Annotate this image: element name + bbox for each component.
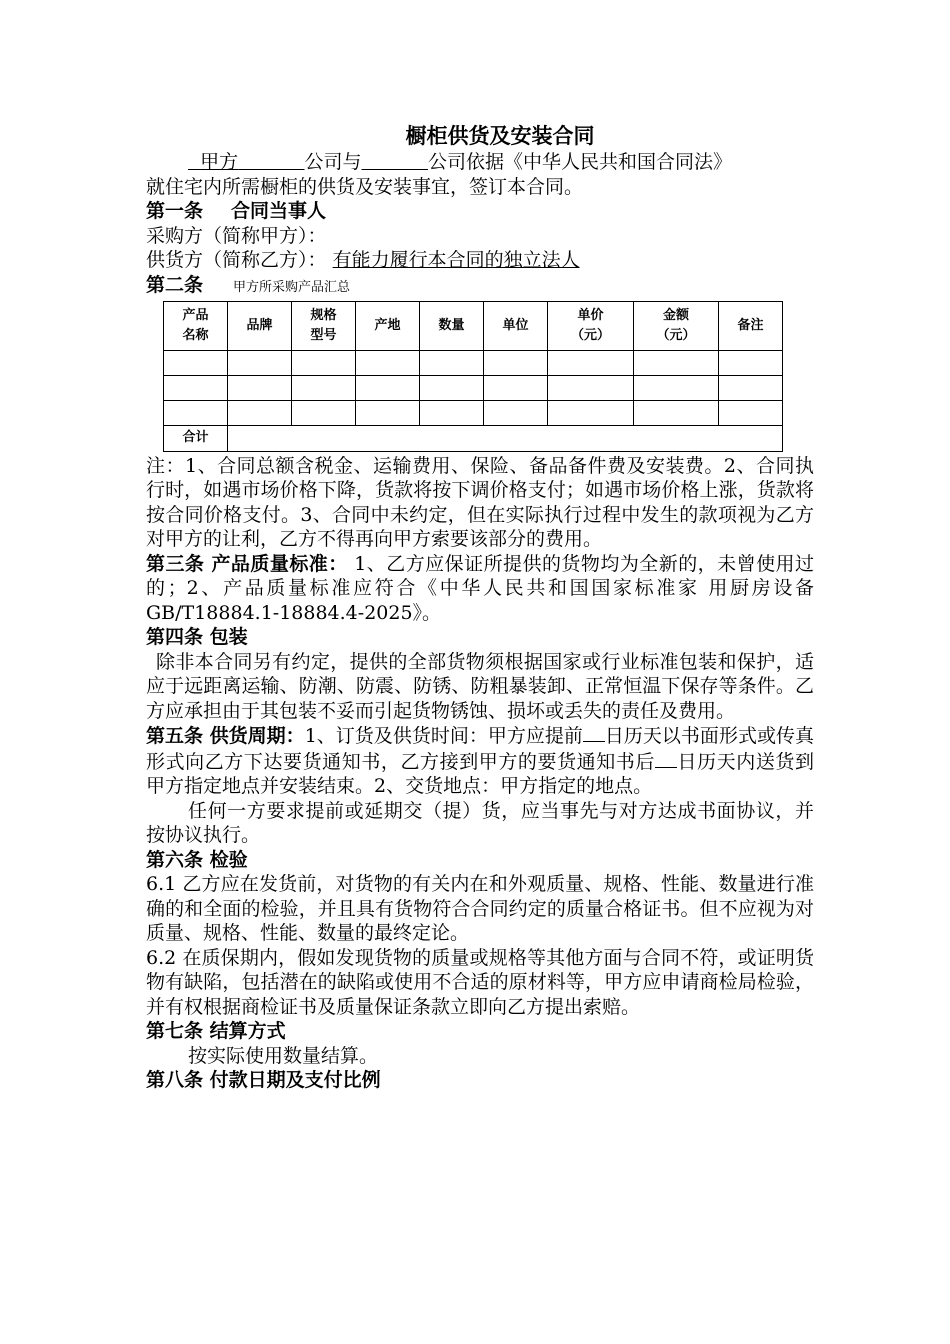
notes-paragraph: 注：1、合同总额含税金、运输费用、保险、备品备件费及安装费。2、合同执行时，如遇市场价格下降，货款将按下调价格支付；如遇市场价格上涨，货款将按合同价格支付。3、合同中未约定，但在实际执行过程中发生的款项视为乙方对甲方的让利，乙方不得再向甲方索要该部分的费用。	[146, 454, 814, 550]
total-value	[228, 426, 783, 452]
intro-line: 甲方 公司与 公司依据《中华人民共和国合同法》	[146, 150, 814, 175]
document-title: 橱柜供货及安装合同	[405, 123, 595, 148]
article-5: 第五条 供货周期：1、订货及供货时间：甲方应提前 日历天以书面形式或传真形式向乙方下达要货通知书，乙方接到甲方的要货通知书后 日历天内送货到甲方指定地点并安装结束。2、交货地点：甲方指定的地点。	[146, 725, 814, 797]
party-a-blank: 甲方	[200, 151, 239, 173]
col-quantity: 数量	[420, 302, 484, 351]
col-unit: 单位	[484, 302, 548, 351]
article-7-heading: 第七条 结算方式	[146, 1020, 286, 1042]
article-8-heading: 第八条 付款日期及支付比例	[146, 1069, 381, 1091]
article-4-text: 除非本合同另有约定，提供的全部货物须根据国家或行业标准包装和保护，适应于远距离运输、防潮、防震、防锈、防粗暴装卸、正常恒温下保存等条件。乙方应承担由于其包装不妥而引起货物锈蚀、损坏或丢失的责任及费用。	[146, 650, 814, 722]
col-brand: 品牌	[228, 302, 292, 351]
table-header-row	[164, 302, 783, 351]
supplier-line: 供货方（简称乙方）： 有能力履行本合同的独立法人	[146, 249, 580, 271]
article-7-text: 按实际使用数量结算。	[188, 1044, 379, 1067]
contract-page	[146, 124, 814, 1093]
col-product-name: 产品 名称	[164, 302, 228, 351]
party-b-blank	[362, 151, 428, 173]
article-2-heading: 第二条 甲方所采购产品汇总	[146, 273, 351, 296]
article-6-2: 6.2 在质保期内，假如发现货物的质量或规格等其他方面与合同不符，或证明货物有缺陷，包括潜在的缺陷或使用不合适的原材料等，甲方应申请商检局检验，并有权根据商检证书及质量保证条款立即向乙方提出索赔。	[146, 946, 814, 1018]
table-row	[164, 376, 783, 401]
total-label: 合计	[164, 426, 228, 452]
article-4-heading: 第四条 包装	[146, 626, 248, 648]
table-row	[164, 351, 783, 376]
article-6-1: 6.1 乙方应在发货前，对货物的有关内在和外观质量、规格、性能、数量进行准确的和全面的检验，并且具有货物符合合同约定的质量合格证书。但不应视为对质量、规格、性能、数量的最终定论。	[146, 873, 814, 944]
intro-line-2: 就住宅内所需橱柜的供货及安装事宜，签订本合同。	[146, 175, 584, 198]
article-6-heading: 第六条 检验	[146, 848, 248, 871]
table-row	[164, 401, 783, 426]
col-unit-price: 单价 （元）	[548, 302, 634, 351]
article-1-heading: 第一条 合同当事人	[146, 200, 327, 222]
table-total-row	[164, 426, 783, 452]
col-spec-model: 规格 型号	[292, 302, 356, 351]
col-remarks: 备注	[719, 302, 783, 351]
article-3: 第三条 产品质量标准： 1、乙方应保证所提供的货物均为全新的，未曾使用过的；2、产品质量标准应符合《中华人民共和国国家标准家 用厨房设备GB/T18884.1-18884.4-2025》。	[146, 552, 814, 624]
article-5-para2: 任何一方要求提前或延期交（提）货，应当事先与对方达成书面协议，并按协议执行。	[146, 799, 814, 846]
col-origin: 产地	[356, 302, 420, 351]
col-amount: 金额 （元）	[634, 302, 719, 351]
buyer-line: 采购方（简称甲方）：	[146, 224, 327, 247]
product-summary-table	[163, 301, 783, 452]
